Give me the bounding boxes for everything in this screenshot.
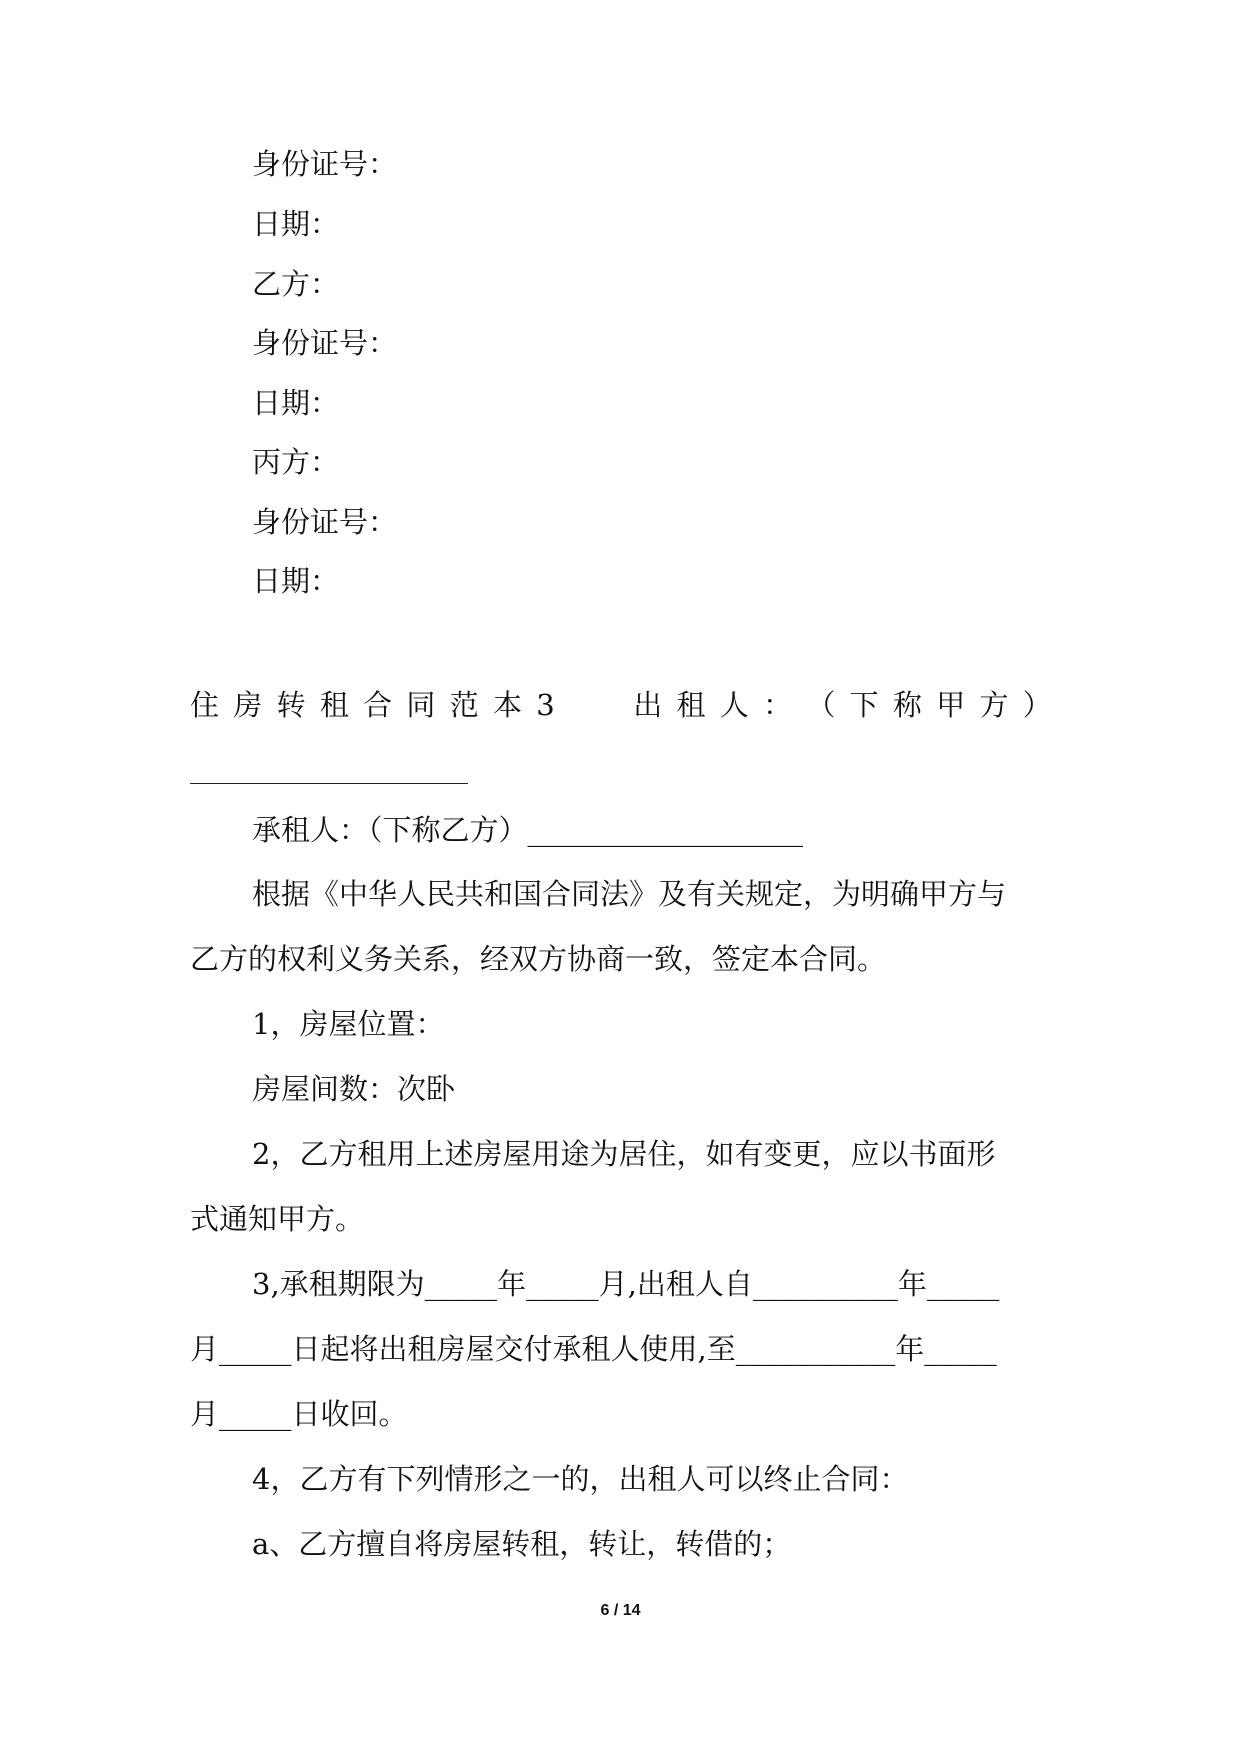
lessor-char: ） bbox=[1022, 688, 1052, 722]
title-char: 合 bbox=[363, 688, 393, 722]
clause-4-a-line: a、乙方擅自将房屋转租，转让，转借的； bbox=[252, 1527, 792, 1561]
lessor-blank-line bbox=[190, 783, 468, 784]
party-b-label: 乙方： bbox=[252, 267, 340, 301]
title-char: 3 bbox=[536, 688, 555, 722]
lessor-char: 下 bbox=[849, 688, 879, 722]
lessor-char: 租 bbox=[676, 688, 706, 722]
party-c-date-label: 日期： bbox=[252, 564, 340, 598]
title-char: 房 bbox=[233, 688, 263, 722]
party-c-label: 丙方： bbox=[252, 445, 340, 479]
lessee-line: 承租人：（下称乙方）___________________ bbox=[252, 813, 804, 847]
clause-2-line-1: 2，乙方租用上述房屋用途为居住，如有变更，应以书面形 bbox=[252, 1137, 996, 1171]
lessor-char: 出 bbox=[633, 688, 663, 722]
clause-3-line-3: 月_____日收回。 bbox=[190, 1397, 408, 1431]
party-a-id-label: 身份证号： bbox=[252, 147, 398, 181]
title-gap bbox=[569, 685, 619, 725]
title-char: 本 bbox=[492, 688, 522, 722]
lessor-char: 方 bbox=[979, 688, 1009, 722]
contract-title-line bbox=[190, 685, 1052, 725]
intro-line-2: 乙方的权利义务关系，经双方协商一致，签定本合同。 bbox=[190, 942, 887, 976]
party-b-id-label: 身份证号： bbox=[252, 326, 398, 360]
party-b-date-label: 日期： bbox=[252, 386, 340, 420]
room-count-line: 房屋间数：次卧 bbox=[252, 1072, 456, 1106]
clause-3-line-1: 3,承租期限为_____年_____月,出租人自__________年_____ bbox=[252, 1267, 1000, 1301]
lessor-char: （ bbox=[806, 688, 836, 722]
clause-1-location: 1，房屋位置： bbox=[252, 1007, 445, 1041]
clause-3-line-2: 月_____日起将出租房屋交付承租人使用,至___________年_____ bbox=[190, 1332, 997, 1366]
title-char: 范 bbox=[449, 688, 479, 722]
title-char: 转 bbox=[276, 688, 306, 722]
title-char: 住 bbox=[190, 688, 220, 722]
intro-line-1: 根据《中华人民共和国合同法》及有关规定，为明确甲方与 bbox=[252, 877, 1007, 911]
lessor-char: 甲 bbox=[936, 688, 966, 722]
clause-2-line-2: 式通知甲方。 bbox=[190, 1202, 365, 1236]
party-c-id-label: 身份证号： bbox=[252, 505, 398, 539]
title-char: 租 bbox=[319, 688, 349, 722]
page-number: 6 / 14 bbox=[600, 1602, 641, 1619]
lessor-char: 人 bbox=[719, 688, 749, 722]
party-a-date-label: 日期： bbox=[252, 207, 340, 241]
title-char: 同 bbox=[406, 688, 436, 722]
clause-4-line: 4，乙方有下列情形之一的，出租人可以终止合同： bbox=[252, 1462, 909, 1496]
lessor-char: 称 bbox=[892, 688, 922, 722]
lessor-char: ： bbox=[763, 688, 793, 722]
